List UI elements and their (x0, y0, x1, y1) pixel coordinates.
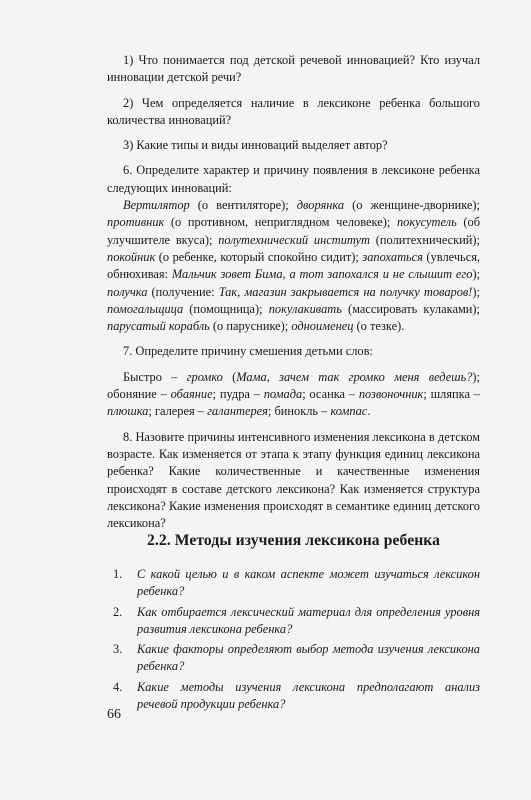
innovation-term: Так, магазин закрывается на получку товаров! (218, 284, 473, 299)
section-question-text: Какие методы изучения лексикона предполагают анализ речевой продукции ребенка? (137, 679, 480, 712)
mixing-word: позвоночник (358, 387, 424, 402)
section-question (107, 641, 480, 676)
section-question-text: С какой целью и в каком аспекте может изучаться лексикон ребенка? (137, 567, 480, 599)
question-2: 2) Чем определяется наличие в лексиконе ребенка большого количества инноваций? (107, 95, 480, 127)
innovation-term: одноименец (291, 319, 354, 334)
section-question-number: 1. (113, 567, 123, 581)
mixing-text: . (367, 404, 371, 419)
section-question (107, 604, 480, 639)
page-body (107, 52, 480, 540)
mixing-text: ( (222, 369, 237, 384)
mixing-text: ); обоняние – (107, 369, 480, 402)
section-heading: 2.2. Методы изучения лексикона ребенка (146, 532, 441, 549)
section-question-text: Какие факторы определяют выбор метода изучения лексикона ребенка? (137, 642, 480, 674)
question-1: 1) Что понимается под детской речевой инновацией? Кто изучал инновации детской речи? (107, 53, 480, 85)
innovation-gloss: (о паруснике); (209, 319, 292, 334)
innovation-term: помогальщица (107, 301, 184, 316)
word-mixing-examples (107, 369, 480, 421)
innovation-term: покулакивать (268, 301, 342, 316)
mixing-text: ; пудра – (212, 387, 264, 402)
innovation-gloss: (политехнический); (369, 232, 480, 247)
innovation-term: покойник (107, 249, 156, 264)
section-question-number: 3. (113, 642, 123, 657)
mixing-word: Мама, зачем так громко меня ведешь? (236, 369, 473, 384)
question-8: 8. Назовите причины интенсивного изменения лексикона в детском возрасте. Как изменяется от этапа к этапу функция единиц лексикона ребенка? Какие количественные и качественные изменения происходят в составе детского лексикона? Как изменяется структура лексикона? Какие изменения происходят в семантике единиц детского лексикона? (107, 429, 480, 531)
innovation-term: запохаться (362, 249, 423, 264)
mixing-text: ; галерея – (148, 404, 208, 419)
innovation-term: парусатый корабль (107, 319, 210, 334)
innovation-gloss: (получение: (147, 284, 219, 299)
section-question (107, 679, 480, 714)
mixing-text: ; бинокль – (267, 404, 331, 419)
section-question (107, 566, 480, 601)
innovation-gloss: (о ребенке, который спокойно сидит); (155, 249, 363, 264)
innovation-term: дворянка (296, 198, 345, 213)
innovation-gloss: (о женщине-дворнике); (344, 198, 480, 213)
page-number: 66 (107, 707, 121, 722)
innovation-gloss: ); (472, 284, 480, 299)
question-6: 6. Определите характер и причину появления в лексиконе ребенка следующих инноваций: (107, 163, 480, 195)
innovation-term: полутехнический институт (218, 232, 370, 247)
innovations-examples (107, 197, 480, 335)
mixing-text: ; шляпка – (423, 387, 480, 402)
innovation-gloss: (увлечься, обнюхивая: (107, 249, 480, 282)
innovation-gloss: (о противном, неприглядном человеке); (164, 215, 397, 230)
section-question-number: 4. (113, 679, 123, 694)
innovation-term: Мальчик зовет Бима, а тот запохался и не слышит его (171, 267, 473, 282)
mixing-word: помада (263, 387, 303, 402)
section-question-list (107, 566, 480, 716)
mixing-word: компас (330, 404, 368, 419)
mixing-word: галантерея (207, 404, 268, 419)
innovation-gloss: (массировать кулаками); (341, 301, 480, 316)
mixing-text: ; осанка – (302, 387, 359, 402)
innovation-gloss: (об улучшителе вкуса); (107, 215, 480, 247)
question-3: 3) Какие типы и виды инноваций выделяет автор? (123, 138, 388, 153)
innovation-term: Вертилятор (123, 198, 190, 213)
innovation-term: противник (107, 215, 165, 230)
innovation-gloss: (помощница); (183, 301, 269, 316)
question-7: 7. Определите причину смешения детьми слов: (123, 344, 373, 359)
innovation-gloss: (о вентиляторе); (189, 198, 297, 213)
section-question-number: 2. (113, 604, 123, 619)
section-question-text: Как отбирается лексический материал для определения уровня развития лексикона ребенка? (137, 604, 480, 636)
innovation-term: покусутель (396, 215, 457, 230)
mixing-word: плюшка (107, 404, 149, 419)
innovation-gloss: ); (472, 267, 481, 282)
mixing-word: обаяние (170, 387, 213, 402)
innovation-gloss: (о тезке). (353, 319, 405, 334)
innovation-term: получка (107, 284, 148, 299)
mixing-word: громко (186, 369, 223, 384)
mixing-text: Быстро – (123, 369, 187, 384)
